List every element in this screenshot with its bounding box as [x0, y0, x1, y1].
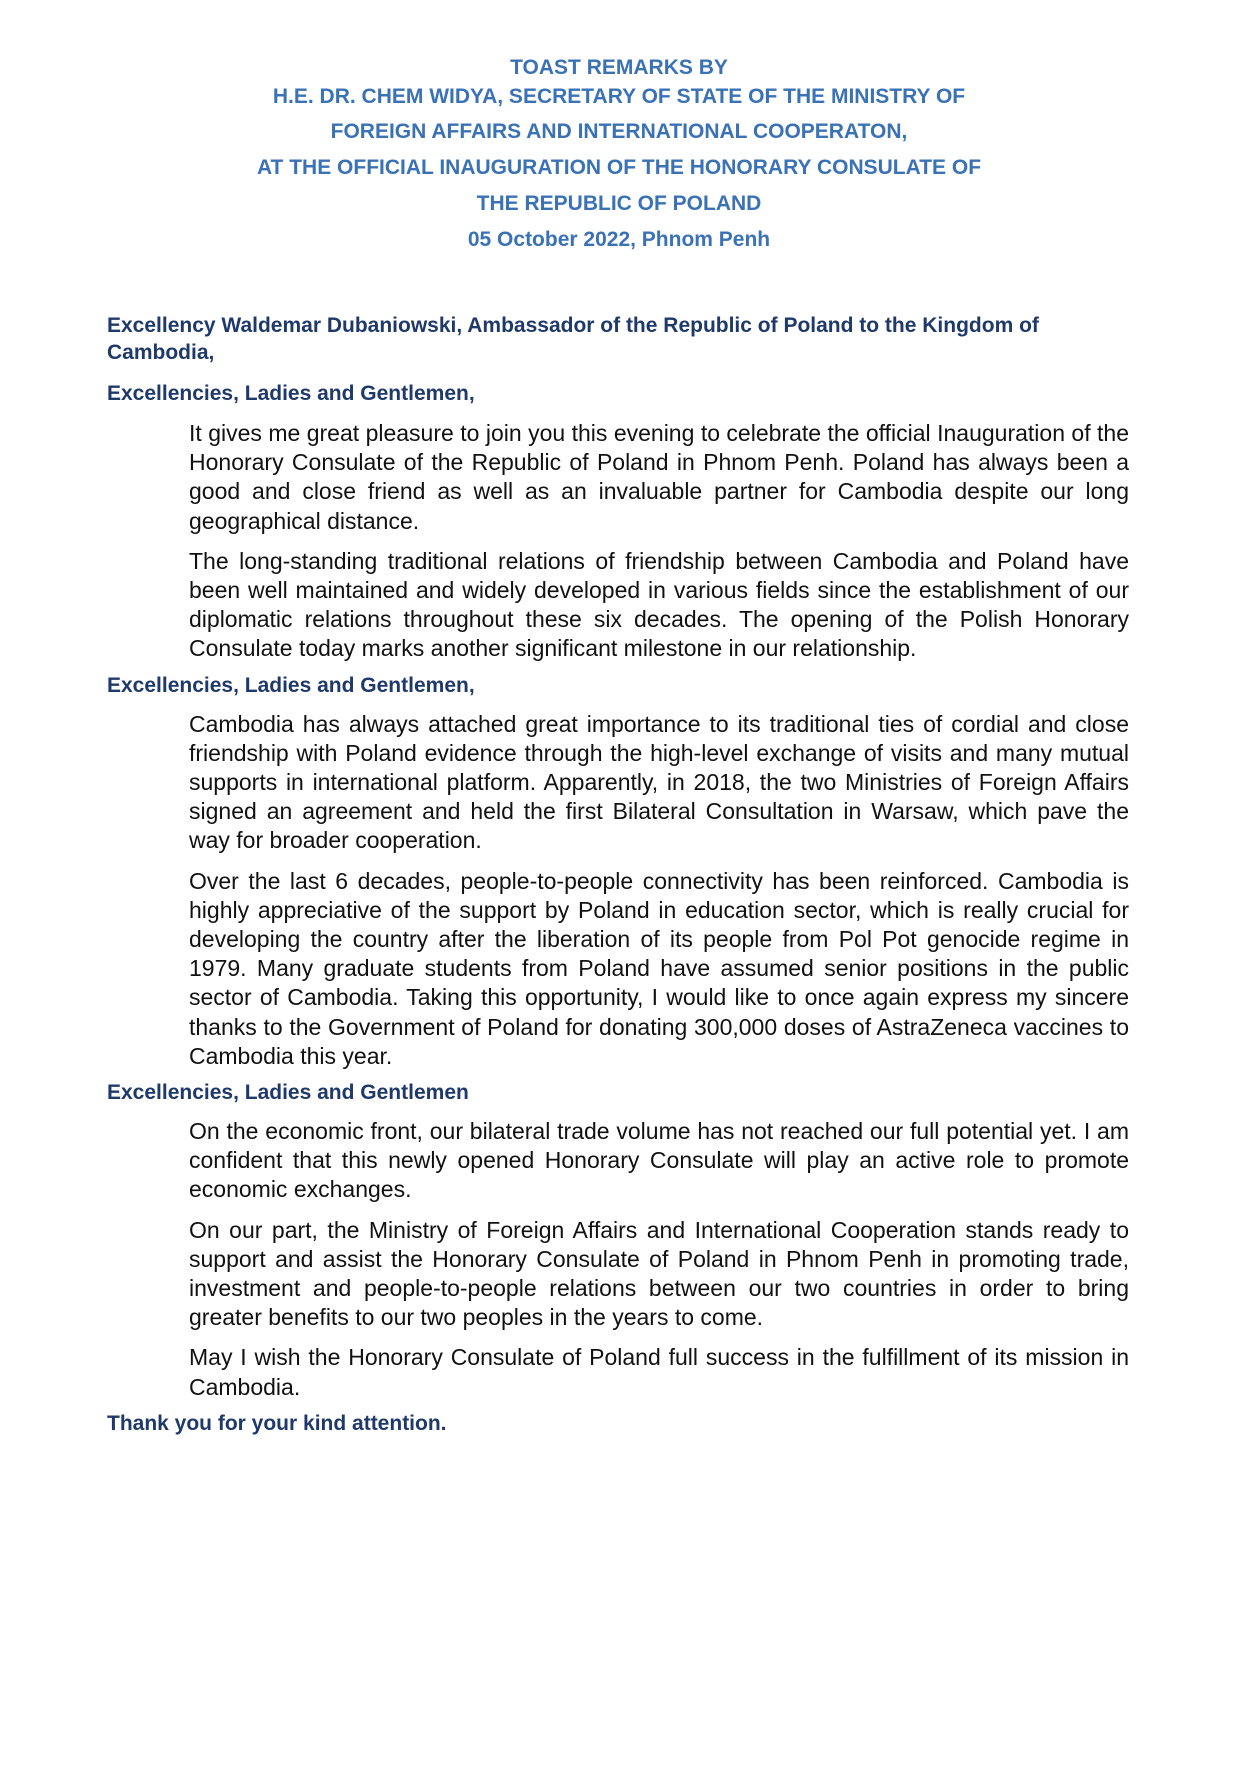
address-line: Excellency Waldemar Dubaniowski, Ambassador of the Republic of Poland to the Kingdom of Cambodia,: [107, 314, 1039, 364]
title-date-location: 05 October 2022, Phnom Penh: [467, 228, 771, 251]
salutation-1: Excellencies, Ladies and Gentlemen,: [107, 382, 475, 405]
paragraph-2: The long-standing traditional relations of friendship between Cambodia and Poland have been well maintained and widely developed in various fields since the establishment of our diplomatic relations throughout these six decades. The opening of the Polish Honorary Consulate today marks another significant milestone in our relationship.: [189, 547, 1129, 662]
paragraph-7: May I wish the Honorary Consulate of Poland full success in the fulfillment of its mission in Cambodia.: [189, 1344, 1129, 1400]
title-line-3: FOREIGN AFFAIRS AND INTERNATIONAL COOPERATON,: [330, 120, 908, 143]
document-title: [100, 56, 1138, 258]
salutation-3: Excellencies, Ladies and Gentlemen: [107, 1081, 469, 1105]
paragraph-5: On the economic front, our bilateral trade volume has not reached our full potential yet. I am confident that this newly opened Honorary Consulate will play an active role to promote economic exchanges.: [189, 1118, 1129, 1203]
paragraph-4: Over the last 6 decades, people-to-people connectivity has been reinforced. Cambodia is highly appreciative of the support by Poland in education sector, which is really crucial for developing the country after the liberation of its people from Pol Pot genocide regime in 1979. Many graduate students from Poland have assumed senior positions in the public sector of Cambodia. Taking this opportunity, I would like to once again express my sincere thanks to the Government of Poland for donating 300,000 doses of AstraZeneca vaccines to Cambodia this year.: [189, 867, 1129, 1069]
speech-body: [107, 312, 1129, 1437]
title-line-2: H.E. DR. CHEM WIDYA, SECRETARY OF STATE OF THE MINISTRY OF: [272, 85, 966, 108]
paragraph-1: It gives me great pleasure to join you this evening to celebrate the official Inauguration of the Honorary Consulate of the Republic of Poland in Phnom Penh. Poland has always been a good and close friend as well as an invaluable partner for Cambodia despite our long geographical distance.: [189, 420, 1129, 534]
closing-line: Thank you for your kind attention.: [107, 1411, 447, 1435]
salutation-2: Excellencies, Ladies and Gentlemen,: [107, 673, 475, 697]
title-line-1: TOAST REMARKS BY: [510, 56, 728, 79]
title-line-5: THE REPUBLIC OF POLAND: [476, 192, 762, 215]
paragraph-6: On our part, the Ministry of Foreign Affairs and International Cooperation stands ready to support and assist the Honorary Consulate of Poland in Phnom Penh in promoting trade, investment and people-to-people relations between our two countries in order to bring greater benefits to our two peoples in the years to come.: [189, 1216, 1129, 1331]
title-line-4: AT THE OFFICIAL INAUGURATION OF THE HONORARY CONSULATE OF: [256, 156, 982, 179]
paragraph-3: Cambodia has always attached great importance to its traditional ties of cordial and close friendship with Poland evidence through the high-level exchange of visits and many mutual supports in international platform. Apparently, in 2018, the two Ministries of Foreign Affairs signed an agreement and held the first Bilateral Consultation in Warsaw, which pave the way for broader cooperation.: [189, 710, 1129, 854]
